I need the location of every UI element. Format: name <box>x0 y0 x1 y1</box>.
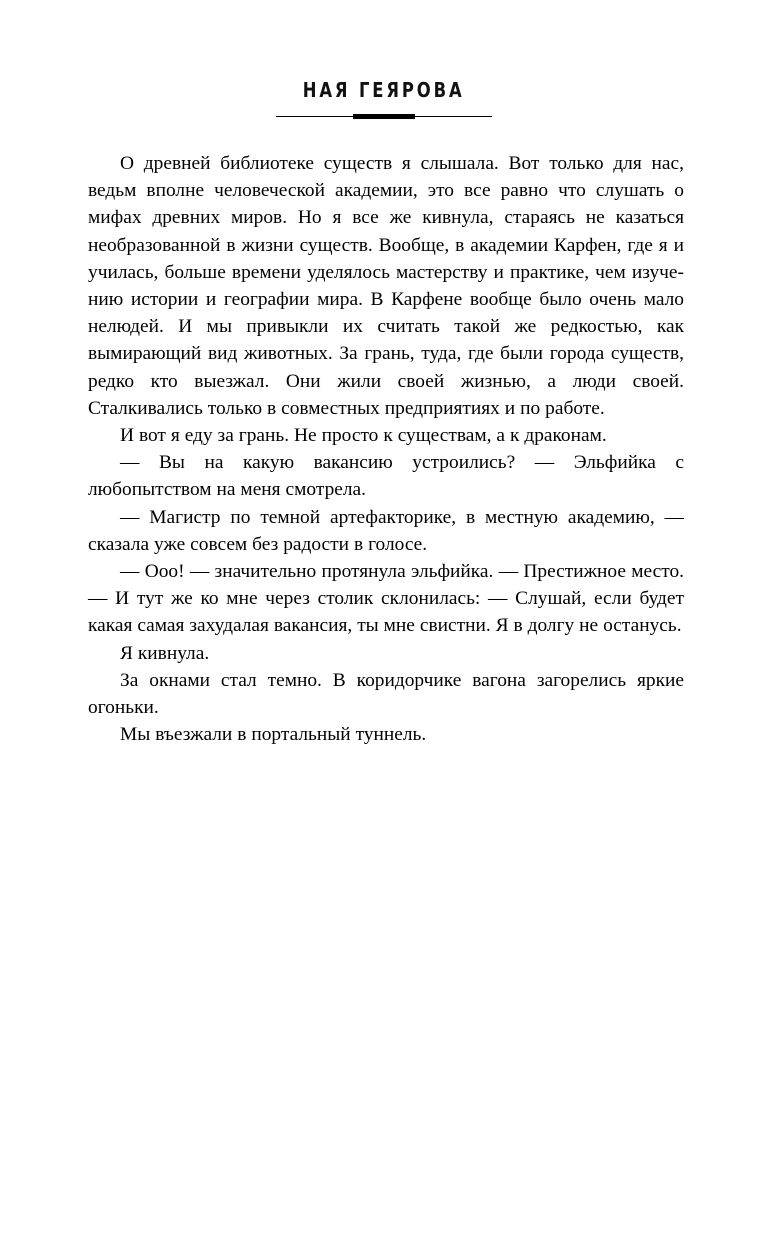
paragraph: — Вы на какую вакансию устроились? — Эльфийка с любопытством на меня смотрела. <box>88 452 684 501</box>
ornamental-divider <box>276 114 492 120</box>
running-head-text: НАЯ ГЕЯРОВА <box>303 78 465 102</box>
paragraph: За окнами стал темно. В коридорчике вагона загорелись яркие огоньки. <box>88 669 684 719</box>
divider-center-block <box>353 114 415 119</box>
paragraph: — Магистр по темной артефакторике, в местную академию, — сказала уже совсем без радости в голосе. <box>88 506 684 555</box>
paragraph: И вот я еду за грань. Не просто к существам, а к драконам. <box>120 425 607 447</box>
paragraph: — Ооо! — значительно протянула эльфийка. — Престижное место. — И тут же ко мне через столик склонилась: — Слушай, если будет какая самая захудалая вакансия, ты мне свистни. Я в долгу не останусь. <box>88 561 684 637</box>
paragraph: О древней библиотеке существ я слышала. Вот только для нас, ведьм вполне человеческой академии, это все равно что слушать о мифах древних миров. Но я все же кивнула, стараясь не казаться необразованной в жизни существ. Вообще, в академии Карфен, где я и училась, больше времени уделялось мастерству и практике, чем изучению истории и географии мира. В Карфене вообще было очень мало нелюдей. И мы привыкли их считать такой же редкостью, как вымирающий вид животных. За грань, туда, где были города существ, редко кто выезжал. Они жили своей жизнью, а люди своей. Сталкивались только в совместных предприятиях и по работе. <box>88 153 684 419</box>
paragraph: Мы въезжали в портальный туннель. <box>120 724 427 746</box>
body-text-block <box>88 150 684 748</box>
running-head <box>0 78 768 102</box>
paragraph: Я кивнула. <box>120 642 210 664</box>
